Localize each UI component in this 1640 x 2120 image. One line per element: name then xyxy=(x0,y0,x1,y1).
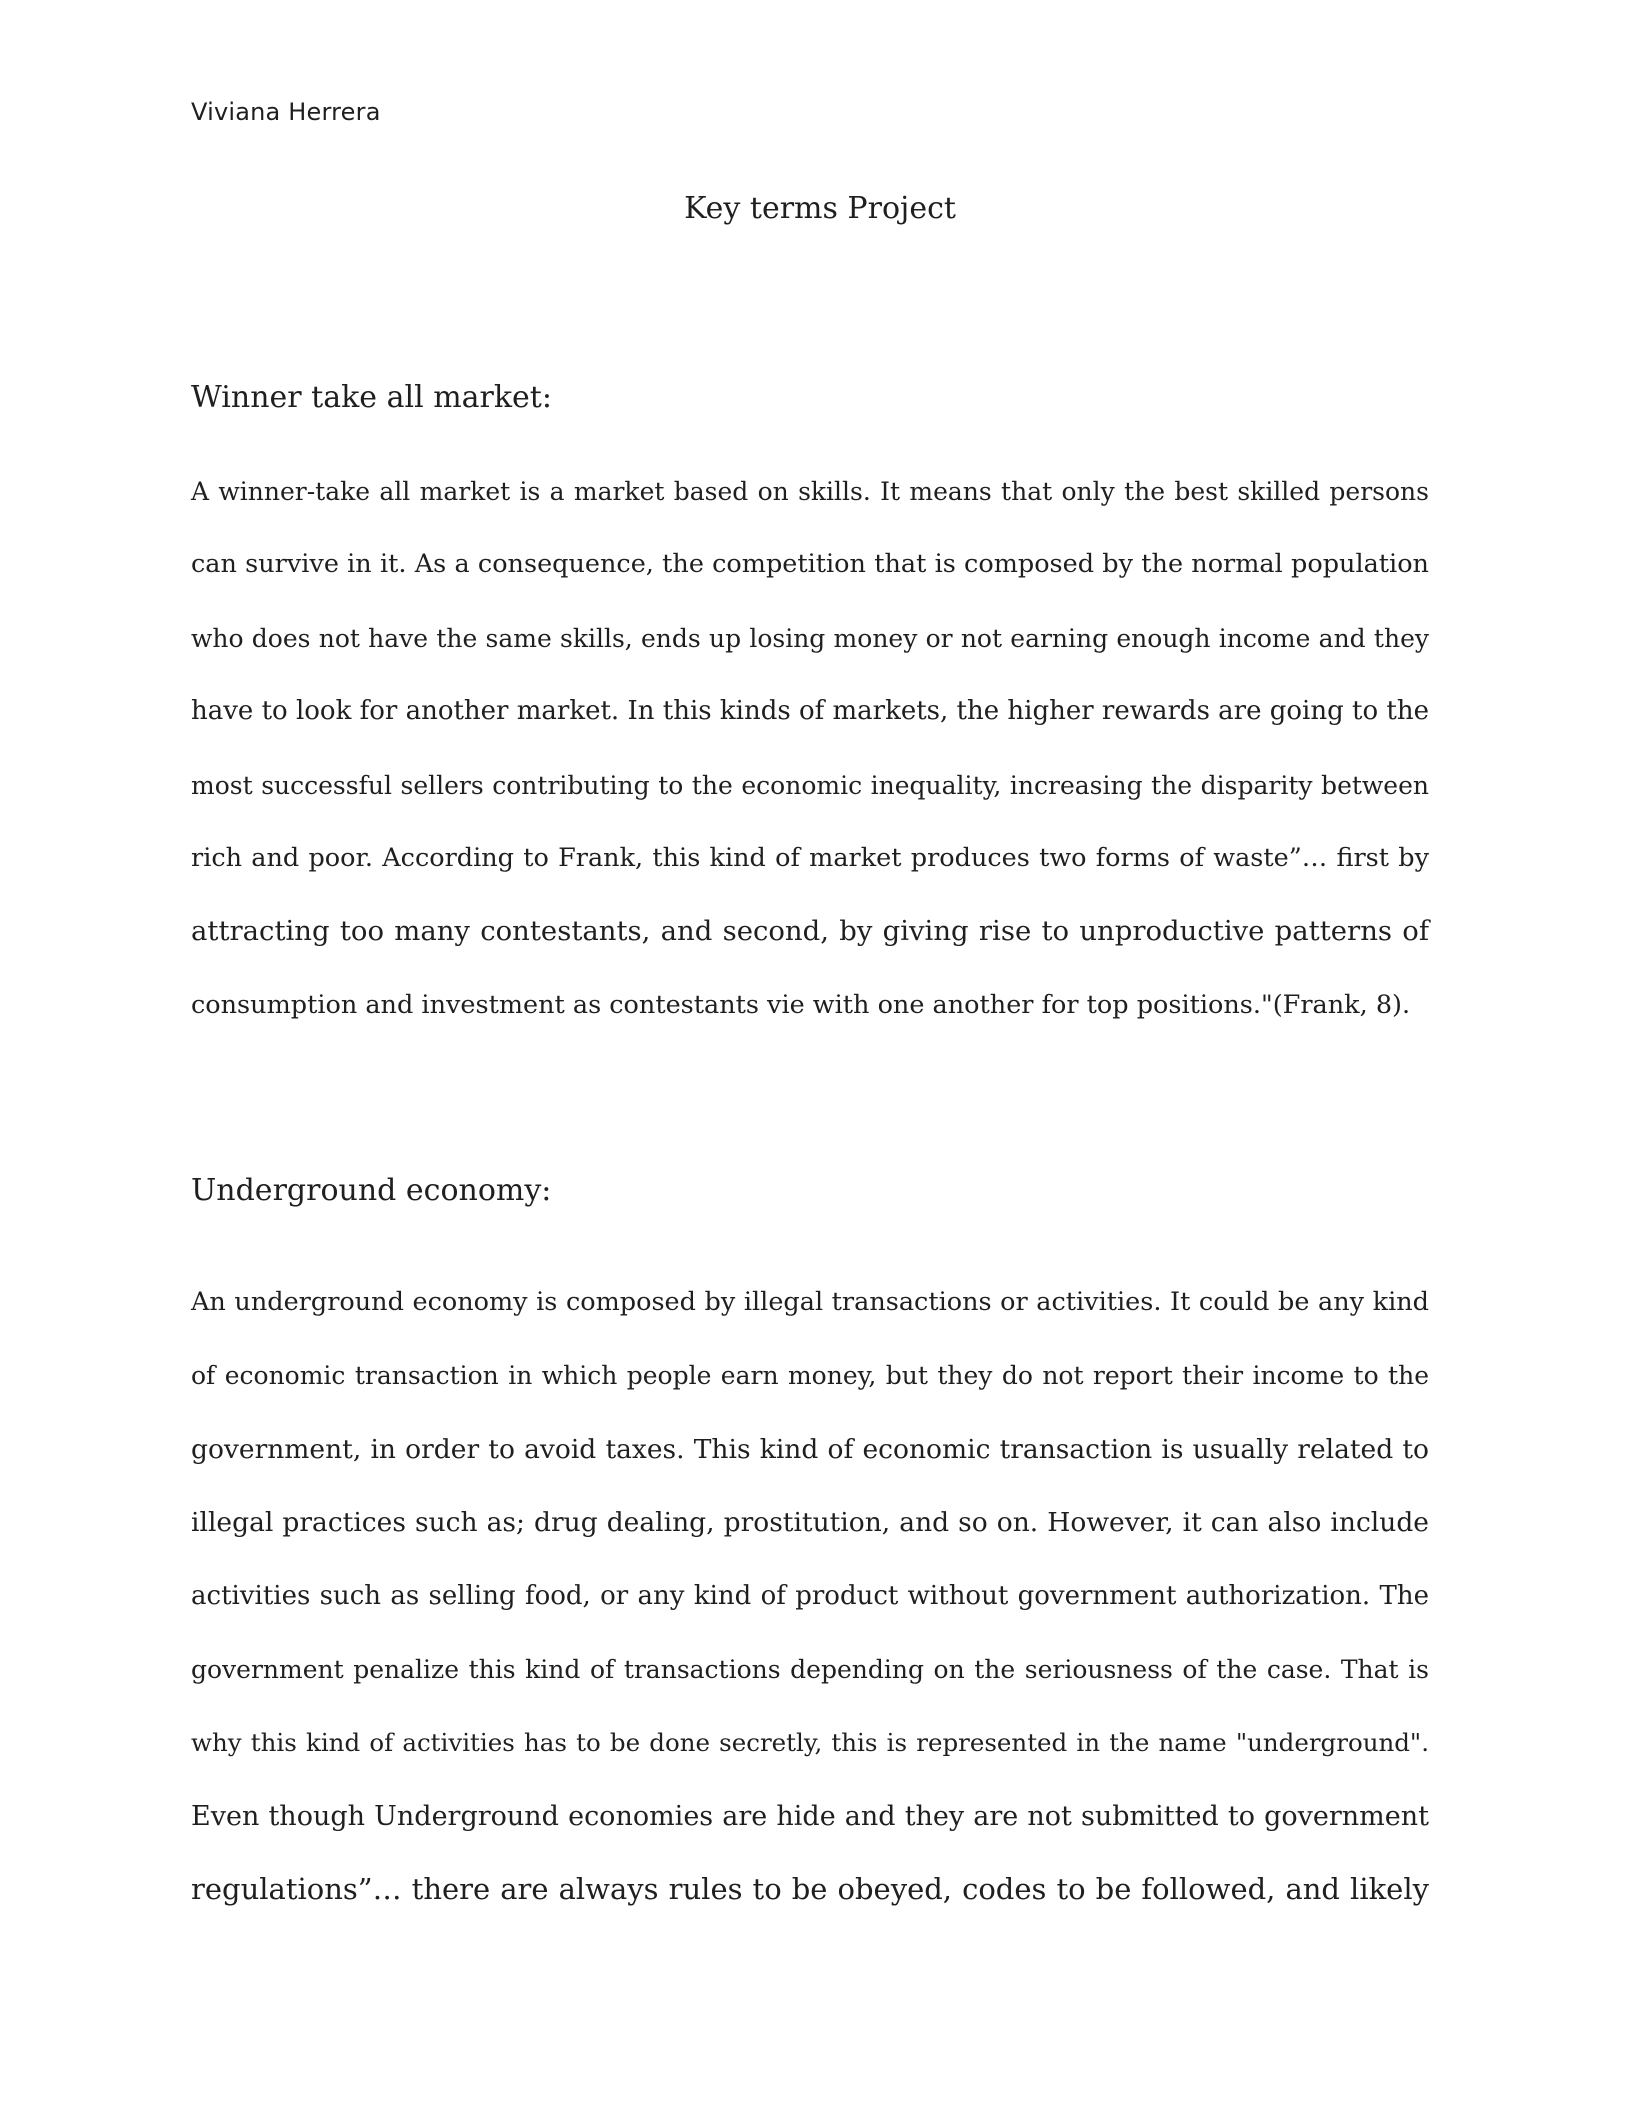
text-line: consumption and investment as contestants vie with one another for top positions."(Frank, 8). xyxy=(191,989,1411,1020)
text-line: illegal practices such as; drug dealing, prostitution, and so on. However, it can also include xyxy=(191,1507,1429,1539)
text-line: attracting too many contestants, and second, by giving rise to unproductive patterns of xyxy=(191,915,1429,948)
text-line: rich and poor. According to Frank, this kind of market produces two forms of waste”… first by xyxy=(191,842,1429,873)
text-line: why this kind of activities has to be done secretly, this is represented in the name "underground". xyxy=(191,1728,1429,1758)
text-line: most successful sellers contributing to the economic inequality, increasing the disparity between xyxy=(191,770,1429,800)
text-line: government, in order to avoid taxes. This kind of economic transaction is usually related to xyxy=(191,1433,1429,1465)
section-heading-underground-economy: Underground economy: xyxy=(191,1173,552,1208)
text-line: Even though Underground economies are hide and they are not submitted to government xyxy=(191,1800,1429,1832)
text-line: who does not have the same skills, ends up losing money or not earning enough income and they xyxy=(191,623,1429,653)
text-line: activities such as selling food, or any kind of product without government authorization. The xyxy=(191,1580,1429,1611)
text-line: government penalize this kind of transactions depending on the seriousness of the case. That is xyxy=(191,1654,1429,1684)
text-line: of economic transaction in which people earn money, but they do not report their income to the xyxy=(191,1361,1429,1391)
text-line: An underground economy is composed by illegal transactions or activities. It could be any kind xyxy=(191,1287,1429,1317)
section-heading-winner-take-all: Winner take all market: xyxy=(191,380,552,415)
text-line: have to look for another market. In this kinds of markets, the higher rewards are going to the xyxy=(191,696,1429,727)
paragraph-winner-take-all xyxy=(191,455,1429,1042)
paragraph-underground-economy xyxy=(191,1266,1429,1927)
text-line: regulations”… there are always rules to be obeyed, codes to be followed, and likely xyxy=(191,1872,1429,1907)
text-line: A winner-take all market is a market based on skills. It means that only the best skilled persons xyxy=(191,477,1429,506)
author-name: Viviana Herrera xyxy=(191,98,381,126)
document-title: Key terms Project xyxy=(684,191,956,226)
text-line: can survive in it. As a consequence, the competition that is composed by the normal population xyxy=(191,549,1429,580)
